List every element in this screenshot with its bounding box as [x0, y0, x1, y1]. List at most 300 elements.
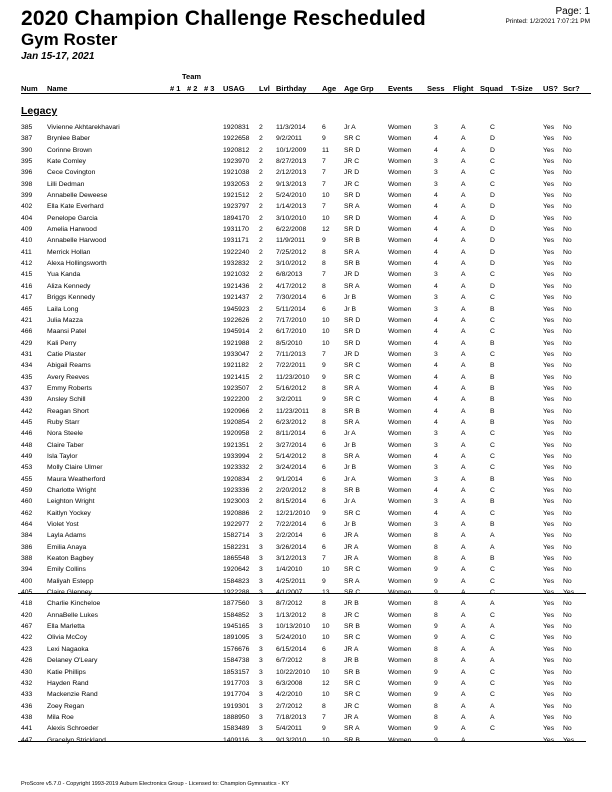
cell-age-group: Jr B	[344, 294, 357, 302]
cell-age: 9	[322, 396, 326, 404]
cell-level: 2	[259, 521, 263, 529]
cell-age-group: Jr A	[344, 430, 356, 438]
cell-usag: 1853157	[223, 668, 250, 676]
cell-us: Yes	[543, 373, 555, 381]
cell-squad: C	[490, 328, 495, 336]
cell-events: Women	[388, 418, 412, 426]
cell-age-group: SR A	[344, 452, 360, 460]
cell-session: 3	[434, 180, 438, 188]
cell-num: 411	[21, 248, 32, 256]
cell-age-group: SR C	[344, 691, 361, 699]
cell-session: 8	[434, 600, 438, 608]
cell-events: Women	[388, 498, 412, 506]
col-header-usag: USAG	[223, 84, 245, 93]
table-row	[0, 519, 612, 530]
cell-scratch: No	[563, 384, 572, 392]
cell-session: 3	[434, 475, 438, 483]
section-heading-gym: Legacy	[21, 105, 58, 117]
cell-flight: A	[461, 305, 466, 313]
cell-events: Women	[388, 634, 412, 642]
cell-flight: A	[461, 294, 466, 302]
cell-squad: A	[490, 645, 495, 653]
cell-flight: A	[461, 203, 466, 211]
table-row	[0, 167, 612, 178]
cell-scratch: No	[563, 498, 572, 506]
cell-session: 3	[434, 521, 438, 529]
cell-scratch: No	[563, 475, 572, 483]
cell-events: Women	[388, 452, 412, 460]
cell-events: Women	[388, 305, 412, 313]
table-row	[0, 474, 612, 485]
cell-flight: A	[461, 713, 466, 721]
cell-usag: 1923336	[223, 487, 250, 494]
cell-session: 4	[434, 192, 438, 200]
cell-squad: C	[490, 180, 495, 188]
cell-squad: C	[490, 725, 495, 733]
cell-num: 404	[21, 214, 33, 222]
cell-birthday: 4/25/2011	[276, 577, 306, 585]
cell-flight: A	[461, 282, 466, 290]
cell-us: Yes	[543, 452, 555, 460]
cell-birthday: 3/12/2013	[276, 555, 307, 563]
cell-birthday: 6/23/2012	[276, 418, 307, 426]
cell-age-group: SR D	[344, 146, 361, 154]
table-row	[0, 701, 612, 712]
cell-name: Keaton Bagbey	[47, 555, 94, 563]
cell-level: 3	[259, 623, 263, 631]
cell-num: 396	[21, 169, 33, 177]
cell-name: Claire Taber	[47, 441, 84, 449]
cell-session: 3	[434, 350, 438, 358]
cell-squad: A	[490, 543, 495, 551]
cell-age: 10	[322, 328, 330, 336]
cell-us: Yes	[543, 577, 555, 585]
cell-age: 8	[322, 248, 326, 256]
cell-scratch: No	[563, 214, 572, 222]
cell-scratch: No	[563, 146, 572, 154]
table-row	[0, 440, 612, 451]
table-row	[0, 553, 612, 564]
cell-us: Yes	[543, 691, 555, 699]
cell-flight: A	[461, 384, 466, 392]
cell-flight: A	[461, 407, 466, 415]
cell-num: 462	[21, 509, 33, 517]
table-row	[0, 338, 612, 349]
cell-name: Corinne Brown	[47, 146, 92, 154]
cell-usag: 1922288	[223, 589, 250, 597]
cell-age-group: SR D	[344, 226, 361, 234]
cell-squad: C	[490, 634, 495, 642]
col-header-tsize: T-Size	[511, 84, 533, 93]
cell-name: Kaitlyn Yockey	[47, 509, 91, 517]
cell-squad: B	[490, 396, 495, 404]
cell-birthday: 2/2/2014	[276, 532, 303, 540]
cell-age: 6	[322, 475, 326, 483]
cell-us: Yes	[543, 611, 555, 619]
cell-name: Maura Weatherford	[47, 475, 106, 483]
cell-name: Maansi Patel	[47, 328, 87, 336]
cell-us: Yes	[543, 555, 555, 563]
table-row	[0, 258, 612, 269]
table-row	[0, 122, 612, 133]
cell-us: Yes	[543, 294, 555, 302]
cell-events: Women	[388, 702, 412, 710]
cell-age: 6	[322, 645, 326, 653]
cell-us: Yes	[543, 441, 555, 449]
table-row	[0, 451, 612, 462]
cell-level: 2	[259, 180, 263, 188]
cell-squad: C	[490, 611, 495, 619]
cell-birthday: 6/3/2008	[276, 679, 303, 687]
table-row	[0, 179, 612, 190]
cell-us: Yes	[543, 271, 555, 279]
cell-level: 2	[259, 271, 263, 279]
cell-age-group: SR A	[344, 384, 360, 392]
cell-flight: A	[461, 124, 466, 131]
cell-age: 6	[322, 294, 326, 302]
cell-name: Annabelle Harwood	[47, 237, 107, 245]
cell-us: Yes	[543, 487, 555, 494]
cell-age-group: JR A	[344, 532, 359, 540]
cell-usag: 1921038	[223, 169, 250, 177]
cell-session: 3	[434, 430, 438, 438]
cell-age: 7	[322, 203, 326, 211]
cell-flight: A	[461, 487, 466, 494]
cell-squad: C	[490, 452, 495, 460]
cell-flight: A	[461, 555, 466, 563]
cell-usag: 1920886	[223, 509, 250, 517]
cell-usag: 1945165	[223, 623, 250, 631]
cell-name: Kate Comley	[47, 158, 86, 166]
header-divider	[21, 93, 591, 94]
cell-level: 2	[259, 396, 263, 404]
cell-squad: A	[490, 713, 495, 721]
cell-scratch: No	[563, 566, 572, 574]
cell-birthday: 7/17/2010	[276, 316, 307, 324]
cell-us: Yes	[543, 464, 555, 472]
cell-num: 441	[21, 725, 33, 733]
cell-flight: A	[461, 623, 466, 631]
cell-level: 3	[259, 611, 263, 619]
cell-squad: B	[490, 373, 495, 381]
cell-usag: 1945914	[223, 328, 250, 336]
table-row	[0, 508, 612, 519]
cell-flight: A	[461, 600, 466, 608]
cell-age: 9	[322, 509, 326, 517]
cell-usag: 1917704	[223, 691, 250, 699]
cell-num: 437	[21, 384, 33, 392]
cell-us: Yes	[543, 645, 555, 653]
cell-birthday: 6/17/2010	[276, 328, 307, 336]
cell-birthday: 11/23/2010	[276, 373, 310, 381]
cell-age-group: SR C	[344, 509, 361, 517]
cell-squad: C	[490, 589, 495, 597]
cell-age-group: Jr B	[344, 441, 357, 449]
cell-us: Yes	[543, 521, 555, 529]
cell-birthday: 2/20/2012	[276, 487, 307, 494]
cell-us: Yes	[543, 237, 555, 245]
table-row	[0, 315, 612, 326]
cell-usag: 1933994	[223, 452, 250, 460]
cell-age-group: SR D	[344, 192, 361, 200]
report-title: Gym Roster	[21, 30, 118, 49]
cell-birthday: 8/11/2014	[276, 430, 306, 438]
cell-level: 2	[259, 237, 263, 245]
footer-copyright: ProScore v5.7.0 - Copyright 1993-2019 Auburn Electronics Group - Licensed to: Champion Gymnastics - KY	[21, 781, 290, 787]
cell-birthday: 5/14/2012	[276, 452, 307, 460]
cell-session: 3	[434, 498, 438, 506]
cell-flight: A	[461, 532, 466, 540]
cell-num: 405	[21, 589, 33, 597]
cell-session: 4	[434, 339, 438, 347]
cell-num: 429	[21, 339, 33, 347]
cell-session: 8	[434, 611, 438, 619]
cell-age: 9	[322, 725, 326, 733]
cell-age: 8	[322, 384, 326, 392]
cell-squad: D	[490, 248, 495, 256]
cell-num: 420	[21, 611, 33, 619]
cell-age-group: SR C	[344, 634, 361, 642]
cell-session: 4	[434, 396, 438, 404]
cell-name: Reagan Short	[47, 407, 89, 415]
cell-num: 464	[21, 521, 33, 529]
cell-squad: C	[490, 441, 495, 449]
cell-us: Yes	[543, 226, 555, 234]
cell-age: 10	[322, 316, 330, 324]
cell-num: 455	[21, 475, 33, 483]
cell-us: Yes	[543, 248, 555, 256]
cell-us: Yes	[543, 657, 555, 665]
cell-level: 2	[259, 124, 263, 131]
cell-birthday: 12/21/2010	[276, 509, 311, 517]
cell-events: Women	[388, 464, 412, 472]
cell-age-group: SR B	[344, 668, 360, 676]
cell-session: 4	[434, 328, 438, 336]
col-header-age-group: Age Grp	[344, 84, 374, 93]
cell-flight: A	[461, 146, 466, 154]
cell-num: 423	[21, 645, 33, 653]
cell-squad: B	[490, 339, 495, 347]
cell-age-group: SR A	[344, 577, 360, 585]
cell-age: 8	[322, 487, 326, 494]
cell-events: Women	[388, 668, 412, 676]
cell-squad: C	[490, 294, 495, 302]
cell-session: 3	[434, 441, 438, 449]
cell-session: 4	[434, 407, 438, 415]
cell-num: 421	[21, 316, 33, 324]
cell-usag: 1922200	[223, 396, 250, 404]
cell-us: Yes	[543, 679, 555, 687]
cell-scratch: No	[563, 271, 572, 279]
cell-birthday: 1/4/2010	[276, 566, 303, 574]
cell-events: Women	[388, 679, 412, 687]
cell-events: Women	[388, 294, 412, 302]
cell-events: Women	[388, 441, 412, 449]
cell-age-group: Jr B	[344, 305, 357, 313]
cell-us: Yes	[543, 713, 555, 721]
cell-flight: A	[461, 214, 466, 222]
cell-num: 448	[21, 441, 33, 449]
cell-birthday: 10/13/2010	[276, 623, 311, 631]
cell-age: 9	[322, 577, 326, 585]
table-row	[0, 326, 612, 337]
cell-flight: A	[461, 725, 466, 733]
cell-birthday: 10/22/2010	[276, 668, 311, 676]
cell-age: 6	[322, 124, 326, 131]
table-row	[0, 598, 612, 609]
cell-age: 6	[322, 532, 326, 540]
cell-events: Women	[388, 237, 412, 245]
cell-level: 3	[259, 679, 263, 687]
cell-birthday: 5/16/2012	[276, 384, 307, 392]
cell-flight: A	[461, 475, 466, 483]
cell-num: 432	[21, 679, 33, 687]
cell-scratch: No	[563, 248, 572, 256]
cell-flight: A	[461, 566, 466, 574]
cell-age: 10	[322, 566, 330, 574]
cell-session: 3	[434, 305, 438, 313]
cell-us: Yes	[543, 146, 555, 154]
cell-session: 4	[434, 260, 438, 268]
cell-scratch: No	[563, 543, 572, 551]
cell-level: 2	[259, 203, 263, 211]
cell-usag: 1917703	[223, 679, 250, 687]
table-row	[0, 496, 612, 507]
cell-age: 13	[322, 589, 330, 597]
cell-name: Layla Adams	[47, 532, 86, 540]
cell-scratch: No	[563, 441, 572, 449]
cell-us: Yes	[543, 158, 555, 166]
cell-level: 3	[259, 736, 263, 744]
cell-level: 3	[259, 532, 263, 540]
cell-events: Women	[388, 260, 412, 268]
cell-us: Yes	[543, 430, 555, 438]
cell-us: Yes	[543, 316, 555, 324]
cell-age: 12	[322, 679, 330, 687]
cell-events: Women	[388, 725, 412, 733]
cell-session: 9	[434, 634, 438, 642]
col-header-name: Name	[47, 84, 68, 93]
cell-scratch: Yes	[563, 736, 575, 744]
cell-squad: D	[490, 192, 495, 200]
cell-us: Yes	[543, 418, 555, 426]
cell-name: Briggs Kennedy	[47, 294, 95, 302]
cell-num: 442	[21, 407, 33, 415]
cell-session: 3	[434, 158, 438, 166]
table-row	[0, 610, 612, 621]
cell-birthday: 3/26/2014	[276, 543, 307, 551]
cell-level: 2	[259, 328, 263, 336]
cell-num: 436	[21, 702, 33, 710]
cell-squad: A	[490, 600, 495, 608]
cell-age: 8	[322, 702, 326, 710]
cell-events: Women	[388, 645, 412, 653]
cell-events: Women	[388, 623, 412, 631]
cell-num: 395	[21, 158, 33, 166]
cell-session: 4	[434, 282, 438, 290]
table-row	[0, 417, 612, 428]
cell-scratch: No	[563, 532, 572, 540]
cell-usag: 1933047	[223, 350, 250, 358]
cell-num: 449	[21, 452, 33, 460]
col-header-team-3: # 3	[204, 84, 215, 93]
cell-events: Women	[388, 691, 412, 699]
cell-name: Mackenzie Rand	[47, 691, 98, 699]
cell-flight: A	[461, 430, 466, 438]
cell-birthday: 11/9/2011	[276, 237, 306, 245]
cell-num: 402	[21, 203, 33, 211]
cell-num: 394	[21, 566, 33, 574]
cell-scratch: No	[563, 418, 572, 426]
cell-level: 2	[259, 509, 263, 517]
cell-num: 438	[21, 713, 33, 721]
cell-us: Yes	[543, 668, 555, 676]
cell-name: Katie Phillips	[47, 668, 86, 676]
cell-name: Hayden Rand	[47, 679, 89, 687]
cell-us: Yes	[543, 407, 555, 415]
cell-us: Yes	[543, 124, 555, 131]
cell-age-group: SR B	[344, 487, 360, 494]
cell-age: 10	[322, 192, 330, 200]
cell-level: 2	[259, 475, 263, 483]
cell-flight: A	[461, 702, 466, 710]
cell-events: Women	[388, 226, 412, 234]
cell-us: Yes	[543, 566, 555, 574]
table-row	[0, 712, 612, 723]
col-header-team-1: # 1	[170, 84, 181, 93]
cell-name: Maliyah Estepp	[47, 577, 94, 585]
cell-age: 7	[322, 158, 326, 166]
cell-events: Women	[388, 271, 412, 279]
cell-name: Brynlee Baber	[47, 135, 91, 143]
cell-num: 399	[21, 192, 33, 200]
cell-us: Yes	[543, 192, 555, 200]
cell-session: 4	[434, 248, 438, 256]
table-row	[0, 304, 612, 315]
cell-usag: 1932053	[223, 180, 250, 188]
cell-us: Yes	[543, 339, 555, 347]
cell-session: 9	[434, 725, 438, 733]
cell-birthday: 3/27/2014	[276, 441, 307, 449]
cell-num: 439	[21, 396, 33, 404]
col-header-birthday: Birthday	[276, 84, 307, 93]
cell-events: Women	[388, 169, 412, 177]
cell-age: 9	[322, 362, 326, 370]
cell-name: Cece Covington	[47, 169, 96, 177]
table-row	[0, 564, 612, 575]
cell-squad: B	[490, 407, 495, 415]
cell-usag: 1891095	[223, 634, 250, 642]
cell-usag: 1931171	[223, 237, 249, 245]
cell-name: Penelope Garcia	[47, 214, 98, 222]
cell-birthday: 10/1/2009	[276, 146, 307, 154]
cell-usag: 1576676	[223, 645, 250, 653]
table-row	[0, 292, 612, 303]
cell-session: 8	[434, 645, 438, 653]
cell-level: 2	[259, 305, 263, 313]
cell-events: Women	[388, 396, 412, 404]
cell-usag: 1932832	[223, 260, 250, 268]
cell-events: Women	[388, 657, 412, 665]
cell-us: Yes	[543, 702, 555, 710]
cell-scratch: No	[563, 577, 572, 585]
cell-level: 3	[259, 691, 263, 699]
cell-num: 400	[21, 577, 33, 585]
cell-usag: 1920831	[223, 124, 250, 131]
cell-session: 9	[434, 679, 438, 687]
cell-scratch: No	[563, 158, 572, 166]
cell-birthday: 5/24/2010	[276, 192, 307, 200]
